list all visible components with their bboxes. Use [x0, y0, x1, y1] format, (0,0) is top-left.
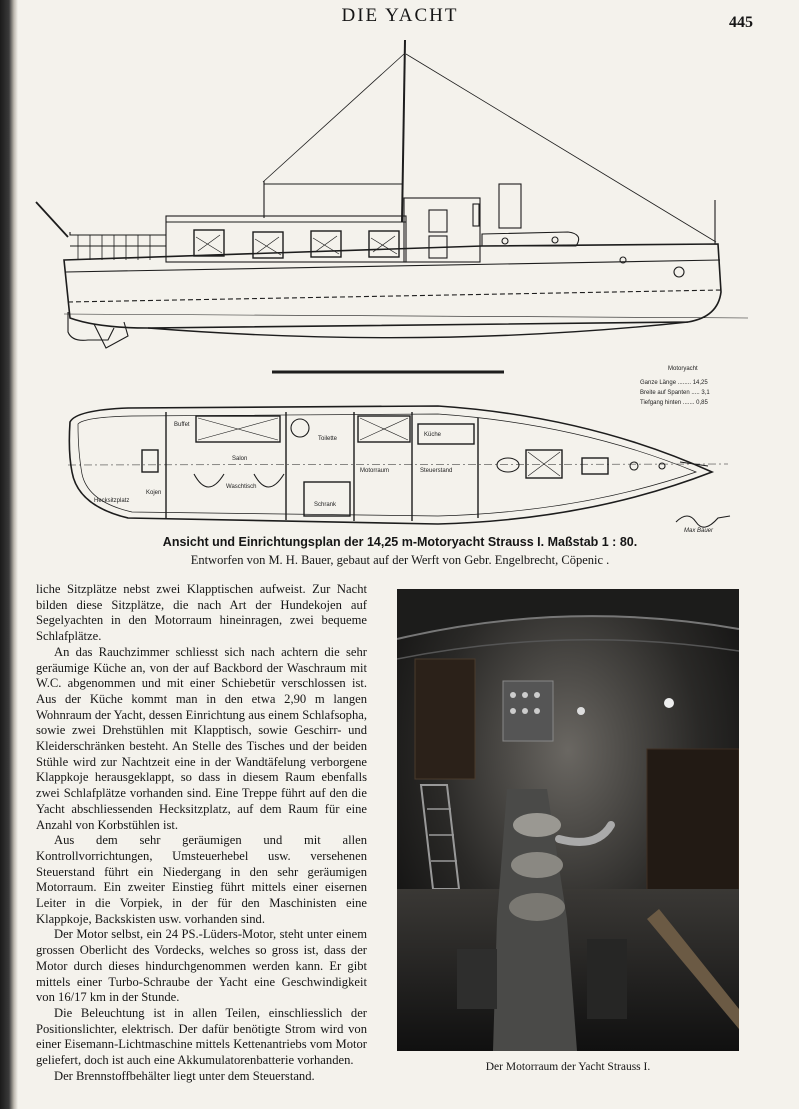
paragraph: An das Rauchzimmer schliesst sich nach achtern die sehr geräumige Küche an, von der auf Backbord der Waschraum mit W.C. abgenommen und mit einer Schiebetür verschlossen ist. Aus der Küche kommt man in den etwa 2,90 m langen Wohnraum der Yacht, dessen Einrichtung aus einem Schlafsopha, sowie zwei Drehstühlen mit Klapptisch, sowie Geschirr- und Kleiderschränken besteht. An Stelle des Tisches und der beiden Stühle wird zur Nachtzeit eine in der Wandtäfelung verborgene Klappkoje herausgeklappt, so dass in diesem Raum ebenfalls zwei Schlafplätze vorhanden sind. Eine Treppe führt auf den die Yacht abschliessenden Hecksitzplatz, auf dem Raum für eine Anzahl von Korbstühlen ist. [36, 644, 367, 832]
figure-caption-sub: Entworfen von M. H. Bauer, gebaut auf der Werft von Gebr. Engelbrecht, Cöpenic . [190, 553, 610, 567]
yacht-plan-drawing [28, 32, 758, 532]
engine-room-photo [397, 589, 739, 1051]
plan-signature: Max Bauer [684, 528, 714, 532]
journal-title: DIE YACHT [341, 5, 459, 26]
book-binding-edge [0, 0, 18, 1109]
article-body [36, 582, 367, 1085]
room-label: Buffet [174, 422, 190, 428]
legend-row: Ganze Länge ........ 14,25 [640, 380, 708, 386]
room-label: Waschtisch [226, 484, 257, 490]
paragraph: Aus dem sehr geräumigen und mit allen Kontrollvorrichtungen, Umsteuerhebel usw. versehenen Steuerstand führt ein Niedergang in den sehr geräumigen Motorraum. Ein zweiter Einstieg führt mittels einer eisernen Leiter in die Vorpiek, in der für den Maschinisten eine Klappkoje, Backskisten usw. vorhanden sind. [36, 833, 367, 926]
paragraph: liche Sitzplätze nebst zwei Klapptischen aufweist. Zur Nacht bilden diese Sitzplätze, die nach Art der Hundekojen auf Segelyachten in den Motorraum hineinragen, zwei bequeme Schlafplätze. [36, 582, 367, 644]
room-label: Küche [424, 432, 442, 438]
room-label: Kojen [146, 490, 162, 496]
page-number: 445 [729, 14, 753, 31]
photo-caption: Der Motorraum der Yacht Strauss I. [485, 1061, 651, 1073]
room-label: Schrank [314, 502, 337, 508]
figure-caption-main: Ansicht und Einrichtungsplan der 14,25 m-Motoryacht Strauss I. Maßstab 1 : 80. [162, 535, 638, 549]
room-label: Salon [232, 456, 248, 462]
legend-row: Tiefgang hinten ....... 0,85 [640, 400, 708, 406]
paragraph: Die Beleuchtung ist in allen Teilen, einschliesslich der Positionslichter, elektrisch. Der dafür benötigte Strom wird von einer Eisemann-Lichtmaschine mittels Kettenantriebs vom Motor geliefert, doch ist auch eine Akkumulatorenbatterie vorhanden. [36, 1005, 367, 1068]
room-label: Hecksitzplatz [94, 498, 130, 504]
legend-row: Breite auf Spanten ..... 3,1 [640, 390, 710, 396]
paragraph: Der Motor selbst, ein 24 PS.-Lüders-Motor, steht unter einem grossen Oberlicht des Vordecks, welches so gross ist, dass der Motor durch dieses hindurchgenommen werden kann. Er gibt mittels einer Turbo-Schraube der Yacht eine Geschwindigkeit von 16/17 km in der Stunde. [36, 927, 367, 1005]
paragraph: Der Brennstoffbehälter liegt unter dem Steuerstand. [54, 1068, 315, 1083]
room-label: Toilette [318, 436, 338, 442]
room-label: Steuerstand [420, 468, 453, 474]
room-label: Motorraum [360, 468, 390, 474]
legend-title: Motoryacht [668, 366, 698, 372]
